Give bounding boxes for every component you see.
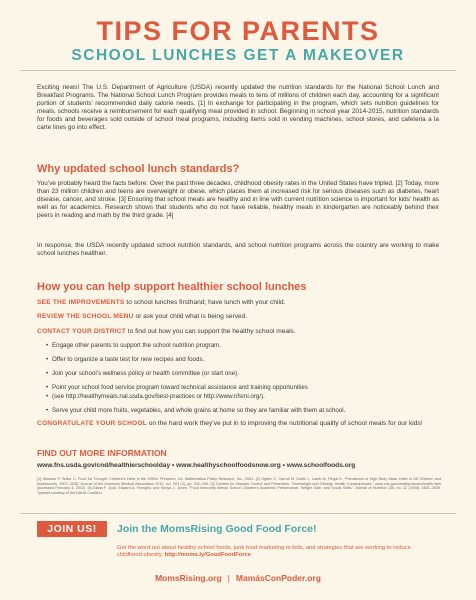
- footer-link-momsrising[interactable]: MomsRising.org: [155, 573, 222, 583]
- more-info-heading: FIND OUT MORE INFORMATION: [37, 448, 167, 458]
- bullet-item: • Point your school food service program toward technical assistance and training opportunities: [52, 384, 432, 392]
- action-contact-district: [37, 328, 439, 336]
- bullet-item: • Engage other parents to support the school nutrition program.: [52, 342, 432, 350]
- bullet-item-continuation: [52, 393, 432, 401]
- help-heading: How you can help support healthier school lunches: [37, 281, 307, 293]
- action-review-menu: [37, 313, 439, 321]
- bullet-item: • Offer to organize a taste test for new recipes and foods.: [52, 356, 432, 364]
- resource-links[interactable]: www.fns.usda.gov/cnd/healthierschoolday • www.healthyschoolfoodsnow.org • www.schoolfoods.org: [37, 462, 356, 469]
- footer-separator: |: [227, 573, 230, 583]
- action-text: to school lunches firsthand; have lunch with your child.: [124, 299, 286, 306]
- footer: [0, 573, 476, 583]
- join-section: [37, 521, 441, 537]
- action-lead: SEE THE IMPROVEMENTS: [37, 299, 125, 306]
- footer-link-mamasconpoder[interactable]: MamásConPoder.org: [235, 573, 321, 583]
- cta-link[interactable]: http://moms.ly/GoodFoodForce: [164, 552, 251, 559]
- congrats-text: on the hard work they’ve put in to improving the nutritional quality of school meals for our kids!: [146, 420, 423, 427]
- action-text: to find out how you can support the healthy school meals.: [125, 328, 296, 335]
- page-subtitle: SCHOOL LUNCHES GET A MAKEOVER: [71, 47, 405, 64]
- cta-text: Get the word out about healthy school foods, junk food marketing to kids, and strategies that are working to reduce childhood obesity.: [117, 545, 411, 559]
- why-paragraph-1: You’ve probably heard the facts before: Over the past three decades, childhood obesity rates in the United States have tripled. [2] Today, more than 23 million children and teens are overweight or obese, which places them at increased risk for serious diseases such as diabetes, heart disease, cancer, and stroke. [3] Ensuring that school meals are healthy and in line with current nutrition science is important for kids’ health as well as for academics. Research shows that students who do not have reliable, healthy meals in kindergarten are noticeably behind their peers in reading and math by the third grade. [4]: [37, 180, 439, 219]
- join-headline: Join the MomsRising Good Food Force!: [117, 523, 317, 535]
- page-title: TIPS FOR PARENTS: [96, 16, 380, 46]
- congratulate-school: [37, 420, 439, 428]
- divider: [20, 70, 456, 71]
- action-lead: REVIEW THE SCHOOL MENU: [37, 313, 134, 320]
- bullet-continuation-text: (see http://healthymeals.nal.usda.gov/best-practices or http://www.nfsmi.org/).: [52, 393, 265, 400]
- references: [1] Gleason P, Suitor C. Food for Thought: Children’s Diets in the 1990s. Princeton, NJ: Mathematica Policy Research, Inc.; 2001. [2] Ogden C, Carroll M, Curtin L, Lamb M, Flegal K. “Prevalence of High Body Mass Index in US Children and Adolescents, 2007–2008.”Journal of the American Medical Association 2010; vol. 303 (3), pp. 242–249. [3] Centers for Disease Control and Prevention. “Overweight and Obesity: Health Consequences.” www.cdc.gov/obesity/causes/health.html (accessed February 3, 2012). [4] Diana F. Jyoti, Edward A. Frongillo, and Sonya J. Jones. “Food Insecurity Affects School Children’s Academic Performance, Weight Gain, and Social Skills.” Journal of Nutrition 135, no. 12 (2005): 2831–2839. Typeset courtesy of the NAHA Coalition.: [37, 477, 441, 495]
- why-paragraph-2: In response, the USDA recently updated school nutrition standards, and school nutrition programs across the country are working to make school lunches healthier.: [37, 242, 439, 257]
- action-see-improvements: [37, 299, 439, 307]
- action-lead: CONTACT YOUR DISTRICT: [37, 328, 126, 335]
- intro-paragraph: Exciting news! The U.S. Department of Agriculture (USDA) recently updated the nutrition standards for the National School Lunch and Breakfast Programs. The National School Lunch Program provides meals to tens of millions of children each day, accounting for a significant portion of students’ recommended daily calorie needs. [1] In exchange for participating in the program, which sets nutrition guidelines for meals, schools receive a reimbursement for each qualifying meal provided in school. Beginning in school year 2014-2015, nutrition standards for foods and beverages sold outside of school meal programs, including items sold in vending machines, school stores, and cafeteria a la carte lines go into effect.: [37, 84, 439, 131]
- bullet-item: • Join your school’s wellness policy or health committee (or start one).: [52, 370, 432, 378]
- bullet-item: • Serve your child more fruits, vegetables, and whole grains at home so they are familiar with them at school.: [52, 407, 432, 415]
- join-call-to-action: [117, 545, 437, 560]
- why-heading: Why updated school lunch standards?: [37, 163, 240, 175]
- congrats-lead: CONGRATULATE YOUR SCHOOL: [37, 420, 147, 427]
- action-text: or ask your child what is being served.: [133, 313, 248, 320]
- join-us-button[interactable]: JOIN US!: [37, 521, 107, 537]
- divider: [20, 513, 456, 514]
